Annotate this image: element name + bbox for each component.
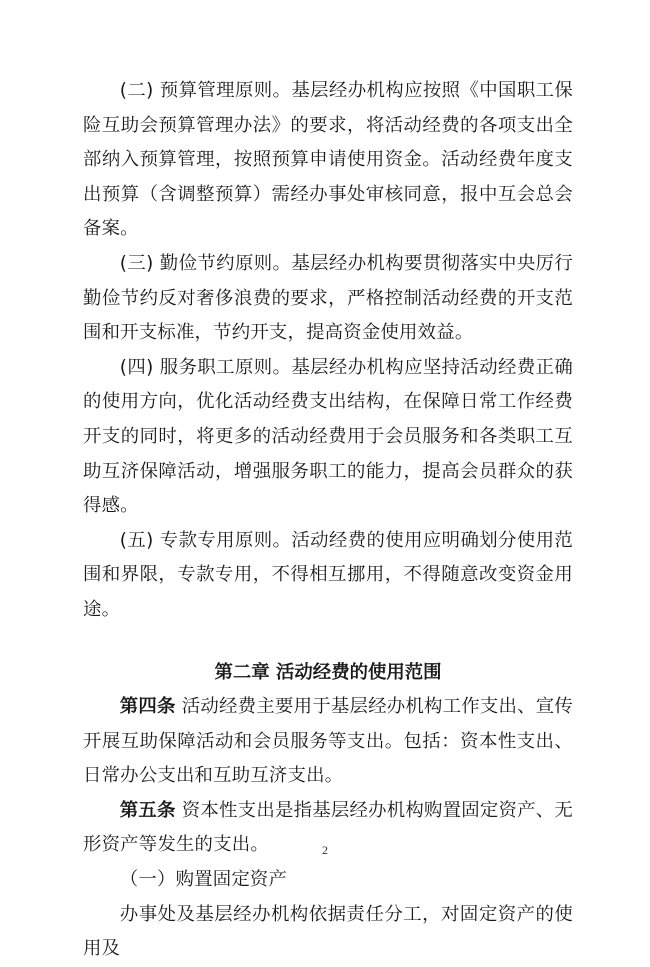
article-4-text: 活动经费主要用于基层经办机构工作支出、宣传开展互助保障活动和会员服务等支出。包括：资本性支出、日常办公支出和互助互济支出。 (83, 696, 574, 787)
article-5-text: 资本性支出是指基层经办机构购置固定资产、无形资产等发生的支出。 (83, 799, 574, 856)
subsection-fixed-assets-heading: （一）购置固定资产 (119, 869, 288, 891)
chapter-title: 第二章 活动经费的使用范围 (214, 661, 442, 683)
paragraph-service-principle: (四) 服务职工原则。基层经办机构应坚持活动经费正确的使用方向，优化活动经费支出结构，在保障日常工作经费开支的同时，将更多的活动经费用于会员服务和各类职工互助互济保障活动，增强服务职工的能力，提高会员群众的获得感。 (83, 356, 573, 517)
document-body (83, 74, 573, 967)
paragraph-fixed-assets: 办事处及基层经办机构依据责任分工，对固定资产的使用及 (83, 903, 573, 960)
article-5-label: 第五条 (119, 799, 176, 821)
article-4 (83, 690, 573, 794)
page-number: 2 (322, 843, 328, 857)
paragraph-budget-principle: (二) 预算管理原则。基层经办机构应按照《中国职工保险互助会预算管理办法》的要求，将活动经费的各项支出全部纳入预算管理，按照预算申请使用资金。活动经费年度支出预算（含调整预算）需经办事处审核同意，报中互会总会备案。 (83, 80, 573, 240)
paragraph-thrift-principle: (三) 勤俭节约原则。基层经办机构要贯彻落实中央厉行勤俭节约反对奢侈浪费的要求，严格控制活动经费的开支范围和开支标准，节约开支，提高资金使用效益。 (83, 252, 573, 344)
paragraph-dedicated-fund-principle: (五) 专款专用原则。活动经费的使用应明确划分使用范围和界限，专款专用，不得相互挪用，不得随意改变资金用途。 (83, 529, 573, 620)
article-4-label: 第四条 (119, 696, 176, 718)
